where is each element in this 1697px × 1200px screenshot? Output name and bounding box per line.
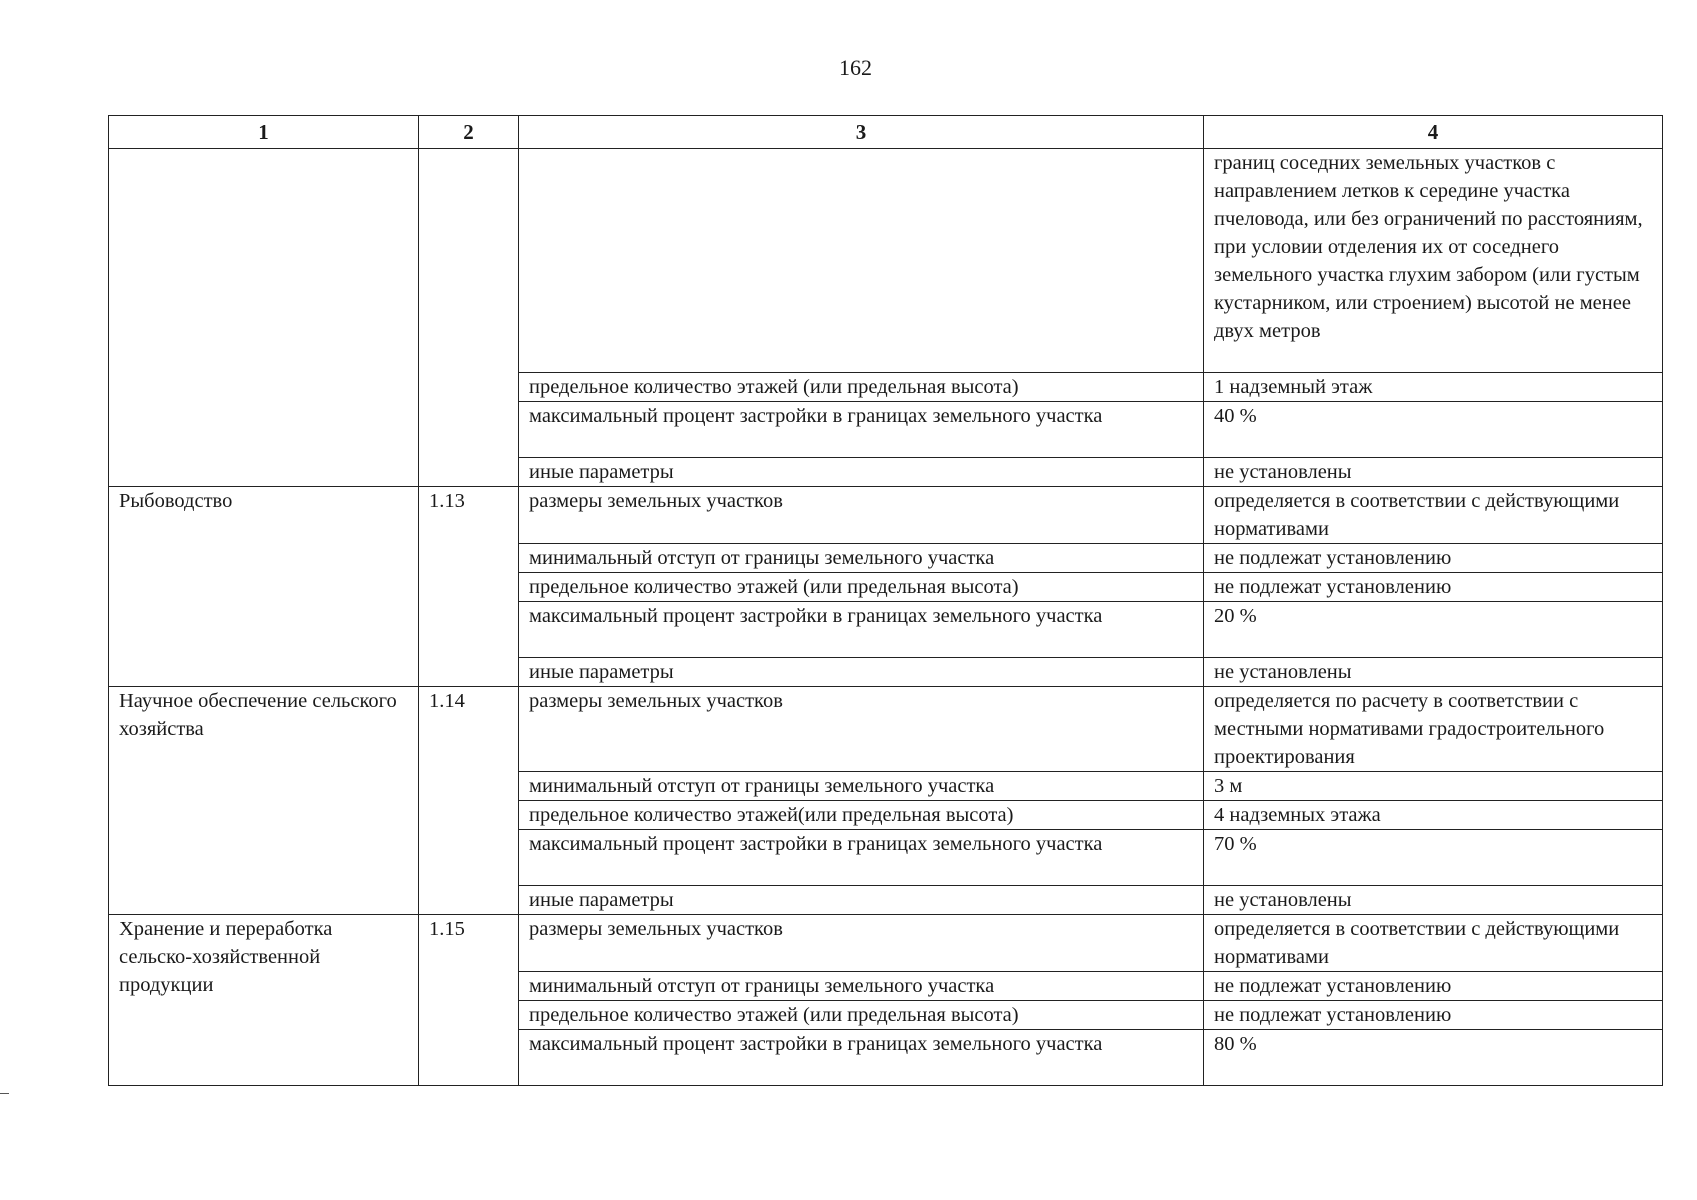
value-cell: не установлены <box>1204 658 1663 687</box>
use-name-cell: Научное обеспечение сельского хозяйства <box>109 687 419 915</box>
table-row <box>109 487 1663 544</box>
table-row <box>109 149 1663 373</box>
code-cell <box>419 149 519 487</box>
param-cell: минимальный отступ от границы земельного участка <box>519 772 1204 801</box>
code-cell: 1.13 <box>419 487 519 687</box>
value-cell: определяется в соответствии с действующими нормативами <box>1204 487 1663 544</box>
value-cell: 40 % <box>1204 402 1663 458</box>
param-cell: максимальный процент застройки в границах земельного участка <box>519 1030 1204 1086</box>
use-name-cell: Хранение и переработка сельско-хозяйственной продукции <box>109 915 419 1086</box>
value-cell: границ соседних земельных участков с направлением летков к середине участка пчеловода, или без ограничений по расстояниям, при условии отделения их от соседнего земельного участка глухим забором (или густым кустарником, или строением) высотой не менее двух метров <box>1204 149 1663 373</box>
param-cell: минимальный отступ от границы земельного участка <box>519 972 1204 1001</box>
value-cell: 20 % <box>1204 602 1663 658</box>
param-cell: максимальный процент застройки в границах земельного участка <box>519 402 1204 458</box>
param-cell: иные параметры <box>519 658 1204 687</box>
header-col-3: 3 <box>519 116 1204 149</box>
param-cell: размеры земельных участков <box>519 487 1204 544</box>
param-cell: иные параметры <box>519 458 1204 487</box>
param-cell: предельное количество этажей (или предельная высота) <box>519 373 1204 402</box>
header-row <box>109 116 1663 149</box>
value-cell: не установлены <box>1204 886 1663 915</box>
table-row <box>109 915 1663 972</box>
value-cell: 4 надземных этажа <box>1204 801 1663 830</box>
param-cell: иные параметры <box>519 886 1204 915</box>
value-cell: не подлежат установлению <box>1204 1001 1663 1030</box>
margin-mark <box>0 1093 9 1094</box>
param-cell: максимальный процент застройки в границах земельного участка <box>519 830 1204 886</box>
value-cell: 1 надземный этаж <box>1204 373 1663 402</box>
header-col-1: 1 <box>109 116 419 149</box>
page-number: 162 <box>839 55 872 80</box>
value-cell: 70 % <box>1204 830 1663 886</box>
code-cell: 1.15 <box>419 915 519 1086</box>
param-cell: предельное количество этажей(или предельная высота) <box>519 801 1204 830</box>
param-cell: предельное количество этажей (или предельная высота) <box>519 573 1204 602</box>
param-cell: максимальный процент застройки в границах земельного участка <box>519 602 1204 658</box>
param-cell <box>519 149 1204 373</box>
table-row <box>109 687 1663 772</box>
param-cell: размеры земельных участков <box>519 915 1204 972</box>
param-cell: минимальный отступ от границы земельного участка <box>519 544 1204 573</box>
value-cell: определяется в соответствии с действующими нормативами <box>1204 915 1663 972</box>
value-cell: 80 % <box>1204 1030 1663 1086</box>
code-cell: 1.14 <box>419 687 519 915</box>
use-name-cell <box>109 149 419 487</box>
value-cell: не подлежат установлению <box>1204 972 1663 1001</box>
value-cell: определяется по расчету в соответствии с местными нормативами градостроительного проектирования <box>1204 687 1663 772</box>
value-cell: не подлежат установлению <box>1204 573 1663 602</box>
value-cell: не подлежат установлению <box>1204 544 1663 573</box>
use-name-cell: Рыбоводство <box>109 487 419 687</box>
param-cell: размеры земельных участков <box>519 687 1204 772</box>
regulations-table <box>108 115 1663 1086</box>
value-cell: 3 м <box>1204 772 1663 801</box>
param-cell: предельное количество этажей (или предельная высота) <box>519 1001 1204 1030</box>
header-col-2: 2 <box>419 116 519 149</box>
value-cell: не установлены <box>1204 458 1663 487</box>
header-col-4: 4 <box>1204 116 1663 149</box>
